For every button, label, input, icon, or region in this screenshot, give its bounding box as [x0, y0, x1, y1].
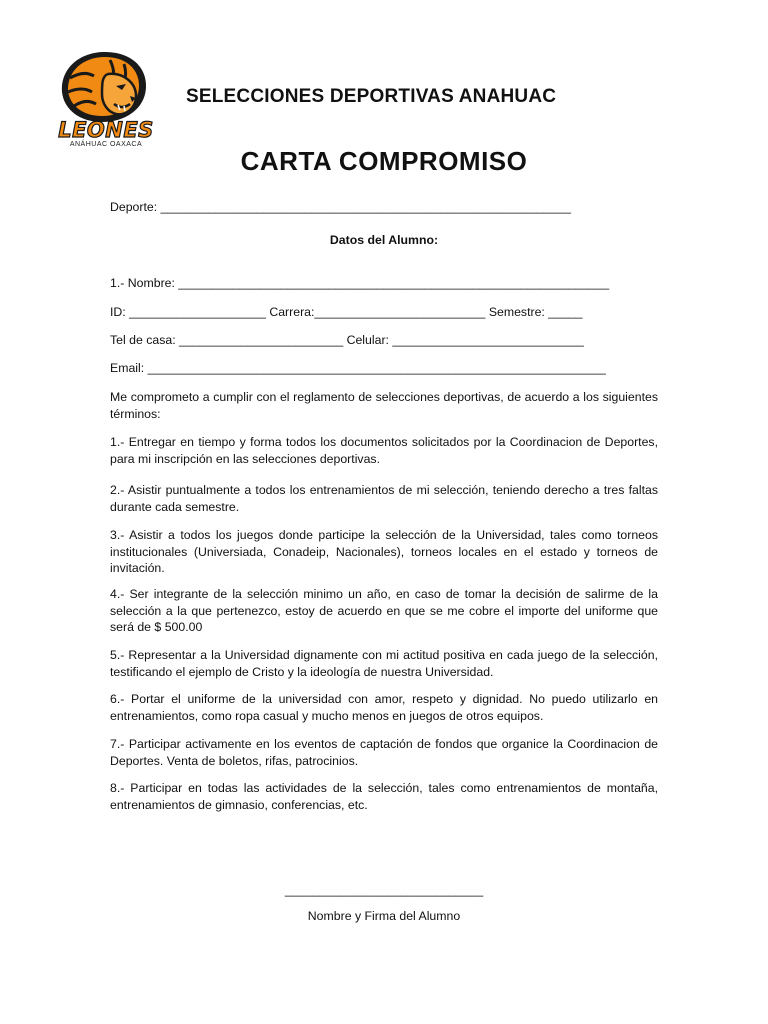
lion-head-icon [50, 48, 160, 126]
term-8: 8.- Participar en todas las actividades de la selección, tales como entrenamientos de montaña, entrenamientos de gimnasio, conferencias, etc. [110, 781, 658, 812]
telefono-row: Tel de casa: ________________________ Celular: ____________________________ [110, 333, 584, 347]
deporte-field: Deporte: ____________________________________________________________ [110, 200, 571, 214]
document-title: CARTA COMPROMISO [240, 146, 528, 176]
id-carrera-semestre-row: ID: ____________________ Carrera:_________________________ Semestre: _____ [110, 305, 583, 319]
logo-wordmark: LEONES [58, 118, 154, 142]
logo-subtitle: ANÁHUAC OAXACA [69, 141, 143, 148]
term-5: 5.- Representar a la Universidad dignamente con mi actitud positiva en cada juego de la selección, testificando el ejemplo de Cristo y la ideología de nuestra Universidad. [110, 648, 658, 679]
email-field: Email: ___________________________________________________________________ [110, 361, 606, 375]
signature-caption: Nombre y Firma del Alumno [307, 909, 461, 923]
term-6: 6.- Portar el uniforme de la universidad con amor, respeto y dignidad. No puedo utilizarlo en entrenamientos, como ropa casual y mucho menos en juegos de otros equipos. [110, 692, 658, 723]
term-3: 3.- Asistir a todos los juegos donde participe la selección de la Universidad, tales como torneos institucionales (Universiada, Conadeip, Nacionales), torneos locales en el estado y torneos de invitación. [110, 528, 658, 575]
nombre-field: 1.- Nombre: _______________________________________________________________ [110, 276, 610, 290]
term-2: 2.- Asistir puntualmente a todos los entrenamientos de mi selección, teniendo derecho a tres faltas durante cada semestre. [110, 483, 658, 514]
term-1: 1.- Entregar en tiempo y forma todos los documentos solicitados por la Coordinacion de Deportes, para mi inscripción en las selecciones deportivas. [110, 435, 658, 466]
term-7: 7.- Participar activamente en los eventos de captación de fondos que organice la Coordinacion de Deportes. Venta de boletos, rifas, patrocinios. [110, 737, 658, 768]
organization-title: SELECCIONES DEPORTIVAS ANAHUAC [186, 86, 557, 107]
intro-paragraph: Me comprometo a cumplir con el reglamento de selecciones deportivas, de acuerdo a los siguientes términos: [110, 390, 658, 421]
section-title: Datos del Alumno: [329, 233, 439, 247]
signature-line: _____________________________ [284, 883, 484, 897]
term-4: 4.- Ser integrante de la selección minimo un año, en caso de tomar la decisión de salirme de la selección a la que pertenezco, estoy de acuerdo en que se me cobre el importe del uniforme que será de $ 500.00 [110, 587, 658, 634]
